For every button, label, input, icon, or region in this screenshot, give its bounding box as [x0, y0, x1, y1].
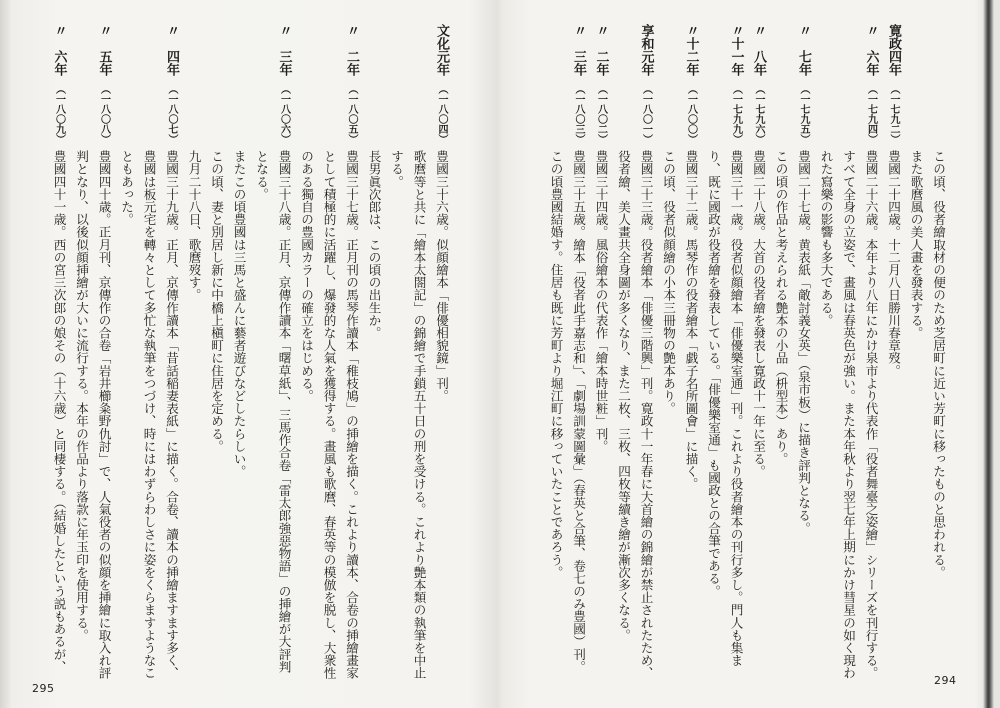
- entry-text: 役者繪、美人畫共全身圖が多くなり、また二枚、三枚、四枚等續き繪が漸次多くなる。: [616, 150, 631, 642]
- year-western: （一七九九）: [730, 84, 742, 144]
- year-label: 〃 二年: [344, 24, 359, 76]
- year-western: （一八〇七）: [166, 84, 177, 144]
- entry-text: 豊國三十四歳。風俗繪本の代表作「繪本時世粧」刊。: [593, 150, 609, 453]
- year-label: 〃 三年: [571, 24, 586, 76]
- year-label: 〃 五年: [96, 24, 112, 76]
- year-label: 〃 四年: [164, 24, 179, 76]
- year-label: 〃 八年: [751, 24, 766, 76]
- entry-text: この頃豊國結婚す。住居も既に芳町より堀江町に移っていたことであろう。: [548, 150, 564, 579]
- year-western: （一八〇四）: [436, 84, 447, 144]
- year-western: （一八〇三）: [573, 84, 584, 144]
- entry-text: 豊國三十二歳。馬琴作の役者繪本「戯子名所圖會」に描く。: [683, 150, 699, 491]
- year-label: 享和元年: [638, 24, 654, 76]
- text-column: [705, 0, 721, 708]
- text-column: [683, 0, 699, 708]
- year-label: 〃 三年: [276, 24, 292, 76]
- year-label: 文化元年: [434, 24, 449, 76]
- text-column: [186, 0, 202, 708]
- year-western: （一八〇五）: [346, 84, 357, 144]
- text-column: [73, 0, 89, 708]
- entry-text: またこの頃豊國は三馬と盛んに藝者遊びなどしたらしい。: [231, 150, 247, 478]
- text-column: [795, 0, 811, 708]
- entry-text: ともあった。: [119, 150, 134, 226]
- year-label: 寛政四年: [886, 24, 901, 76]
- text-column: [593, 0, 609, 708]
- entry-text: する。: [389, 150, 404, 188]
- text-column: [163, 0, 179, 708]
- entry-text: この頃の作品と考えられる艶本の小品（枡型本）あり。: [773, 150, 789, 465]
- entry-text: 豊國三十五歳。繪本「役者此手嘉志和」、「劇場訓蒙圖彙」（春英と合筆、卷七のみ豊國）刊。: [571, 150, 586, 673]
- text-column: [366, 0, 382, 708]
- text-column: [638, 0, 654, 708]
- entry-text: 豊國二十八歳。大首の役者繪を發表し寛政十一年に至る。: [751, 150, 766, 478]
- year-label: 〃十一年: [728, 24, 744, 76]
- page-right: [500, 0, 1000, 708]
- text-column: [615, 0, 631, 708]
- text-column: [660, 0, 676, 708]
- text-column: [548, 0, 564, 708]
- entry-text: 判となり、以後似顔挿繪が大いに流行する。本年の作品より落款に年玉印を使用する。: [74, 150, 89, 642]
- year-label: 〃 二年: [593, 24, 609, 76]
- entry-text: 豊國三十七歳。正月刊の馬琴作讀本「稚枝鳩」の挿繪を描く。これより讀本、合卷の挿繪畫家: [344, 150, 359, 680]
- entry-text: 豊國三十一歳。役者似顔繪本「俳優樂室通」刊。これより役者繪本の刊行多し。門人も集ま: [728, 150, 744, 667]
- entry-text: のある獨自の豊國カラーの確立をはじめる。: [299, 150, 314, 402]
- year-western: （一七九二）: [888, 84, 899, 144]
- entry-text: この頃、役者似顔繪の小本三冊物の艶本あり。: [661, 150, 676, 415]
- entry-text: 豊國二十四歳。十二月八日勝川春章歿。: [886, 150, 901, 377]
- text-column: [388, 0, 404, 708]
- text-column: [276, 0, 292, 708]
- text-column: [51, 0, 67, 708]
- text-column: [343, 0, 359, 708]
- entry-text: 豊國二十七歳。黄表紙「敵討義女英」（泉市板）に描き評判となる。: [796, 150, 811, 535]
- text-column: [728, 0, 744, 708]
- text-column: [570, 0, 586, 708]
- entry-text: 豊國四十歳。正月刊、京傳作の合卷「岩井櫛粂野仇討」で、人氣役者の似顔を挿繪に取入れ評: [96, 150, 112, 680]
- text-column: [411, 0, 427, 708]
- year-western: （一七九六）: [753, 84, 764, 144]
- entry-text: 豊國三十九歳。正月、京傳作讀本「昔話稲妻表紙」に描く。合卷、讀本の挿繪ますます多く、: [164, 150, 179, 680]
- text-column: [433, 0, 449, 708]
- entry-text: 豊國三十六歳。似顔繪本「俳優相貌鏡」刊。: [434, 150, 449, 402]
- text-column: [118, 0, 134, 708]
- text-column: [321, 0, 337, 708]
- year-western: （一八〇八）: [98, 84, 110, 144]
- text-column: [96, 0, 112, 708]
- year-western: （一七九五）: [798, 84, 809, 144]
- entry-text: 九月二十八日、歌麿歿す。: [186, 150, 202, 302]
- entry-text: 豊國三十八歳。正月、京傳作讀本「曙草紙」、三馬作合卷「雷太郎強惡物語」の挿繪が大評判: [276, 150, 292, 673]
- year-western: （一八〇六）: [278, 84, 290, 144]
- entry-text: として積極的に活躍し、爆發的な人氣を獲得する。畫風も歌麿、春英等の模倣を脱し、大衆性: [321, 150, 337, 680]
- entry-text: また歌麿風の美人畫を發表する。: [908, 150, 924, 339]
- text-column: [773, 0, 789, 708]
- entry-text: 豊國は板元宅を轉々として多忙な執筆をつづけ、時にはわずらわしさに姿をくらますようなこ: [141, 150, 157, 680]
- text-column: [298, 0, 314, 708]
- entry-text: この頃、妻と別居し新に中橋上槇町に住居を定める。: [209, 150, 224, 453]
- entry-text: れた寫樂の影響も多大である。: [818, 150, 834, 327]
- entry-text: となる。: [254, 150, 269, 201]
- entry-text: 歌麿等と共に「繪本太閤記」の錦繪で手鎖五十日の刑を受ける。これより艶本類の執筆を中止: [411, 150, 427, 680]
- year-western: （一八〇一）: [640, 84, 652, 144]
- text-column: [750, 0, 766, 708]
- page-number: 294: [934, 674, 957, 687]
- entry-text: り、既に國政が役者繪を發表している。「俳優樂室通」も國政との合筆である。: [706, 150, 721, 598]
- text-column: [908, 0, 924, 708]
- year-label: 〃 六年: [863, 24, 879, 76]
- entry-text: 豊國二十六歳。本年より八年にかけ泉市より代表作「役者舞臺之姿繪」シリーズを刊行する。: [863, 150, 879, 680]
- text-column: [231, 0, 247, 708]
- entry-text: 豊國三十三歳。役者繪本「俳優三階興」刊。寛政十一年春に大首繪の錦繪が禁止されたため、: [638, 150, 654, 680]
- entry-text: 長男眞次郎は、この頃の出生か。: [366, 150, 382, 339]
- text-column: [141, 0, 157, 708]
- year-label: 〃 七年: [796, 24, 811, 76]
- text-column: [885, 0, 901, 708]
- year-label: 〃十二年: [683, 24, 699, 76]
- year-western: （一八〇九）: [53, 84, 65, 144]
- text-column: [208, 0, 224, 708]
- text-column: [253, 0, 269, 708]
- year-western: （一八〇二）: [595, 84, 607, 144]
- year-western: （一七九四）: [865, 84, 877, 144]
- page-number: 295: [32, 682, 55, 695]
- text-column: [863, 0, 879, 708]
- text-column: [930, 0, 946, 708]
- text-column: [840, 0, 856, 708]
- year-western: （一八〇〇）: [685, 84, 697, 144]
- year-label: 〃 六年: [51, 24, 67, 76]
- entry-text: この頃、役者繪取材の便のため芝居町に近い芳町に移ったものと思われる。: [931, 150, 946, 579]
- entry-text: 豊國四十一歳。西の宮三次郎の娘その（十六歳）と同棲する。（結婚したという説もあるが、: [51, 150, 67, 673]
- text-column: [818, 0, 834, 708]
- entry-text: すべて全身の立姿で、畫風は春英色が強い。また本年秋より翌七年上期にかけ彗星の如く現わ: [841, 150, 856, 680]
